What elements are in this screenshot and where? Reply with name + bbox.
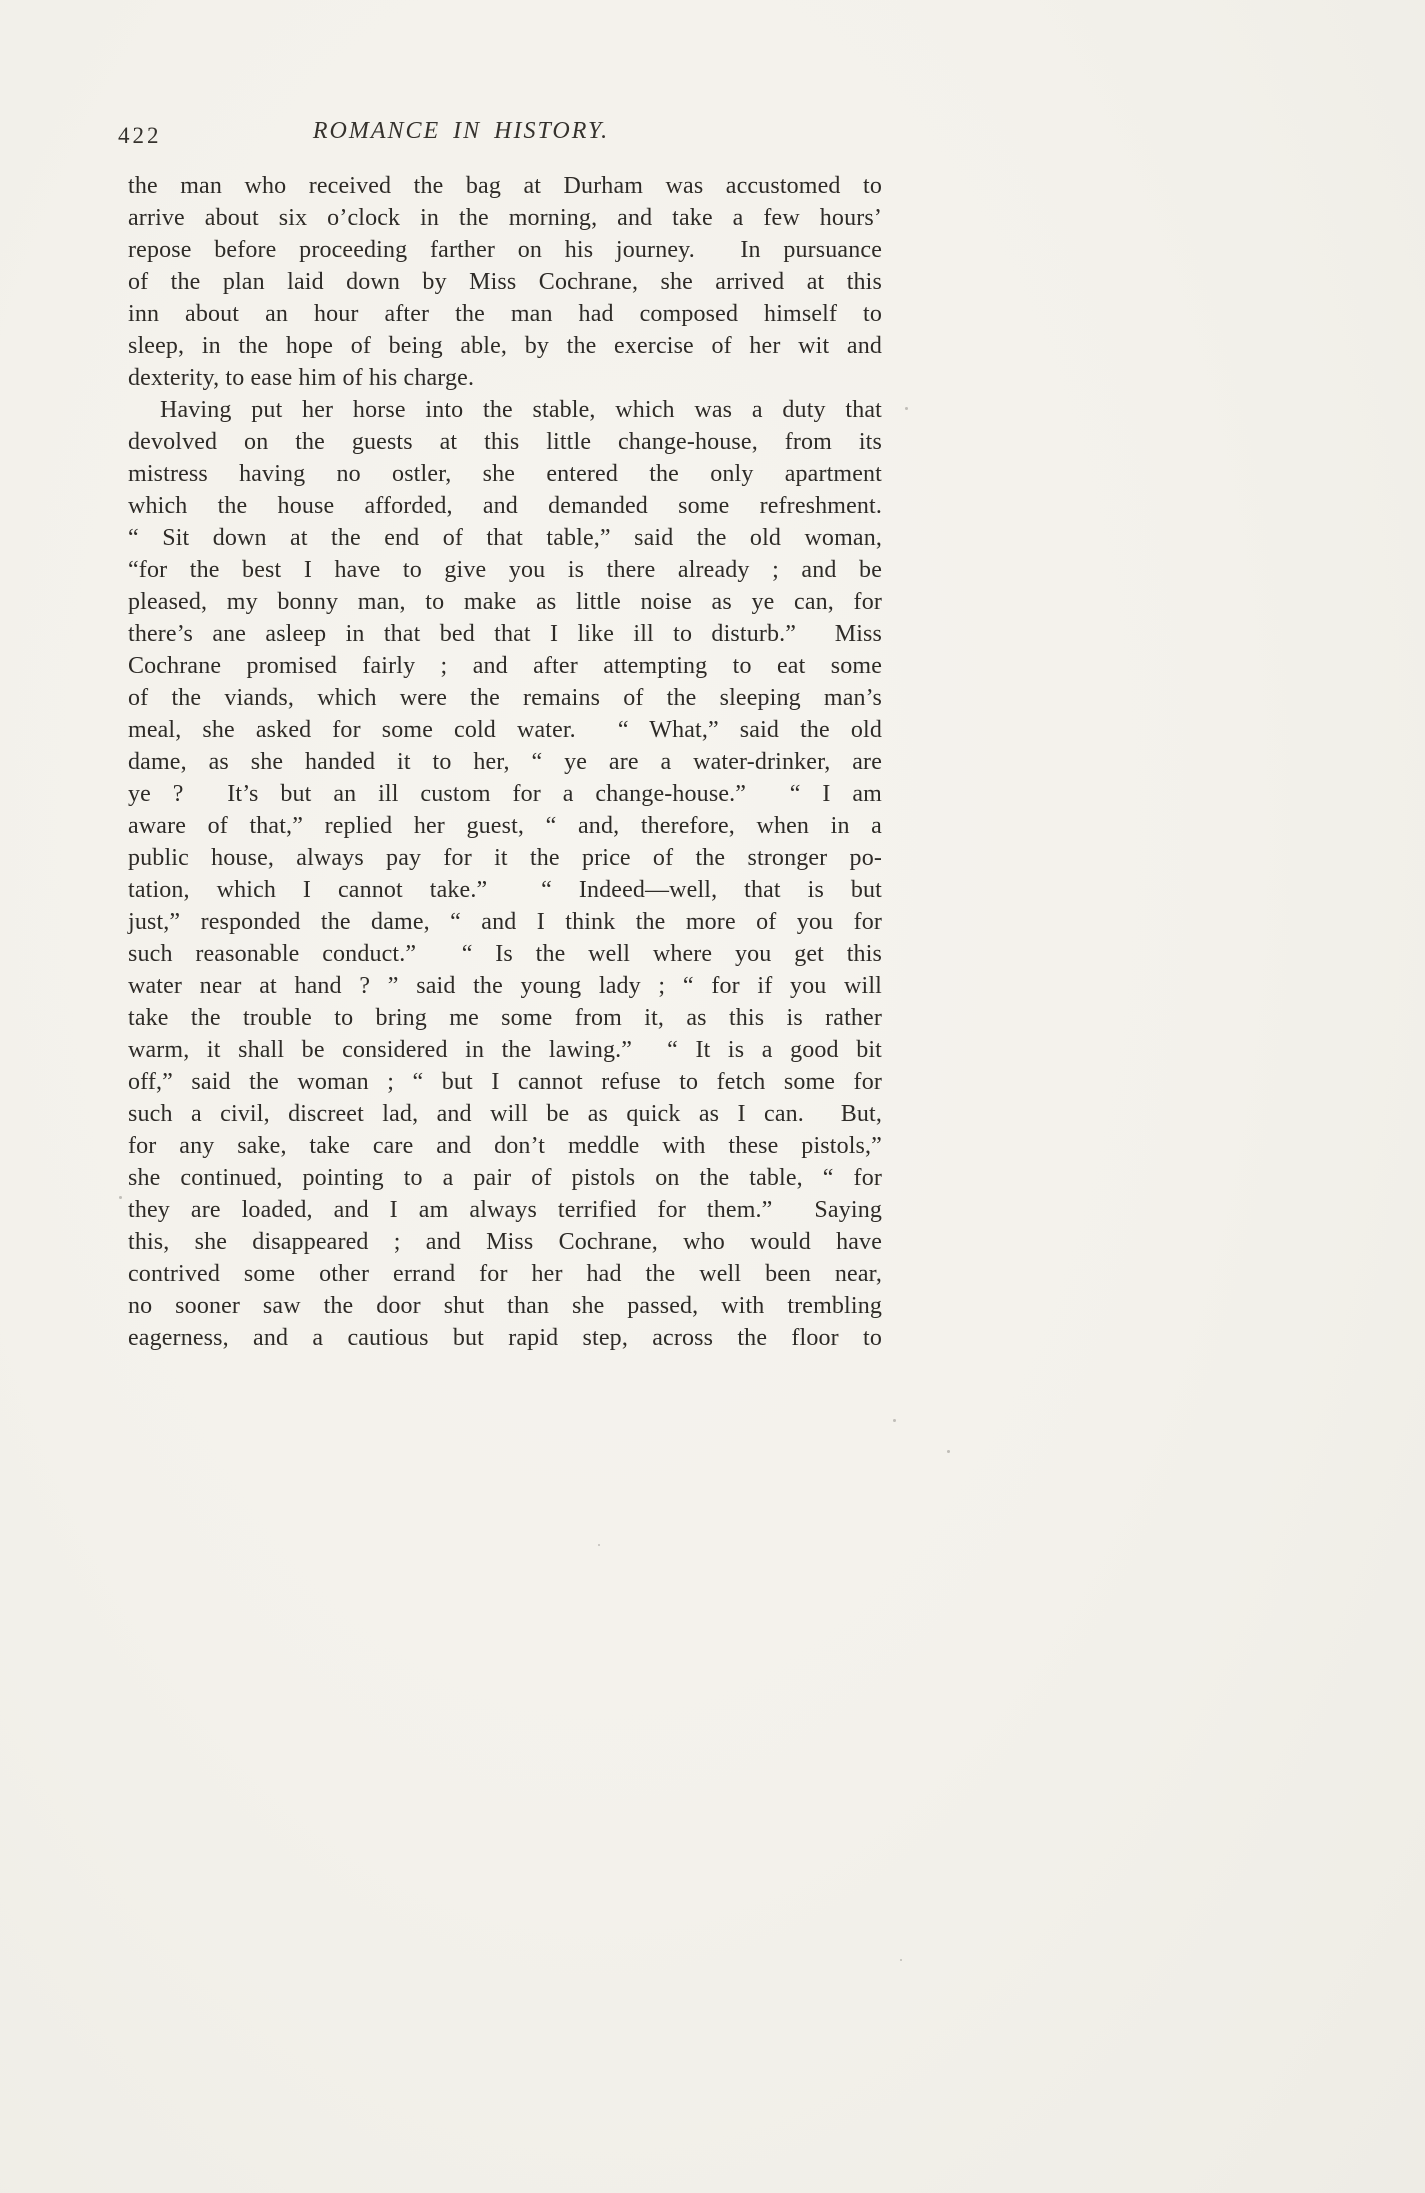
text-line: there’s ane asleep in that bed that I like ill to disturb.” Miss [128,621,882,647]
page-body-text [128,170,882,1354]
text-line: ye ? It’s but an ill custom for a change-house.” “ I am [128,781,882,807]
text-line: such reasonable conduct.” “ Is the well where you get this [128,941,882,967]
text-line: off,” said the woman ; “ but I cannot refuse to fetch some for [128,1069,882,1095]
text-line: no sooner saw the door shut than she passed, with trembling [128,1293,882,1319]
page-number: 422 [118,123,162,148]
text-line: of the viands, which were the remains of the sleeping man’s [128,685,882,711]
text-line: water near at hand ? ” said the young lady ; “ for if you will [128,973,882,999]
text-line: pleased, my bonny man, to make as little noise as ye can, for [128,589,882,615]
text-line: public house, always pay for it the price of the stronger po- [128,845,882,871]
running-title: ROMANCE IN HISTORY. [312,118,610,144]
text-line: they are loaded, and I am always terrified for them.” Saying [128,1197,882,1223]
text-line: which the house afforded, and demanded some refreshment. [128,493,882,519]
text-line: repose before proceeding farther on his journey. In pursuance [128,237,882,263]
text-line: the man who received the bag at Durham was accustomed to [128,173,882,199]
text-line: dexterity, to ease him of his charge. [128,365,475,391]
scan-artifact [900,1959,902,1961]
text-line: dame, as she handed it to her, “ ye are a water-drinker, are [128,749,882,775]
text-line: arrive about six o’clock in the morning, and take a few hours’ [128,205,882,231]
scan-artifact [119,1196,122,1199]
text-line: sleep, in the hope of being able, by the exercise of her wit and [128,333,882,359]
text-line: contrived some other errand for her had the well been near, [128,1261,882,1287]
text-line: meal, she asked for some cold water. “ What,” said the old [128,717,882,743]
text-line: Cochrane promised fairly ; and after attempting to eat some [128,653,882,679]
text-line: of the plan laid down by Miss Cochrane, she arrived at this [128,269,882,295]
text-line: such a civil, discreet lad, and will be as quick as I can. But, [128,1101,882,1127]
text-line: for any sake, take care and don’t meddle with these pistols,” [128,1133,882,1159]
text-line: she continued, pointing to a pair of pistols on the table, “ for [128,1165,882,1191]
scan-artifact [893,1419,896,1422]
scan-artifact [905,407,908,410]
scan-artifact [947,1450,950,1453]
page-header [118,118,882,152]
text-line: “for the best I have to give you is there already ; and be [128,557,882,583]
text-line: aware of that,” replied her guest, “ and, therefore, when in a [128,813,882,839]
text-line: this, she disappeared ; and Miss Cochrane, who would have [128,1229,882,1255]
text-line: warm, it shall be considered in the lawing.” “ It is a good bit [128,1037,882,1063]
scan-artifact [598,1544,600,1546]
text-line: Having put her horse into the stable, which was a duty that [160,397,882,423]
text-line: tation, which I cannot take.” “ Indeed—well, that is but [128,877,882,903]
text-line: “ Sit down at the end of that table,” said the old woman, [128,525,882,551]
text-line: mistress having no ostler, she entered the only apartment [128,461,882,487]
text-line: inn about an hour after the man had composed himself to [128,301,882,327]
text-line: take the trouble to bring me some from it, as this is rather [128,1005,882,1031]
text-line: devolved on the guests at this little change-house, from its [128,429,882,455]
text-line: eagerness, and a cautious but rapid step, across the floor to [128,1325,882,1351]
text-line: just,” responded the dame, “ and I think the more of you for [128,909,882,935]
